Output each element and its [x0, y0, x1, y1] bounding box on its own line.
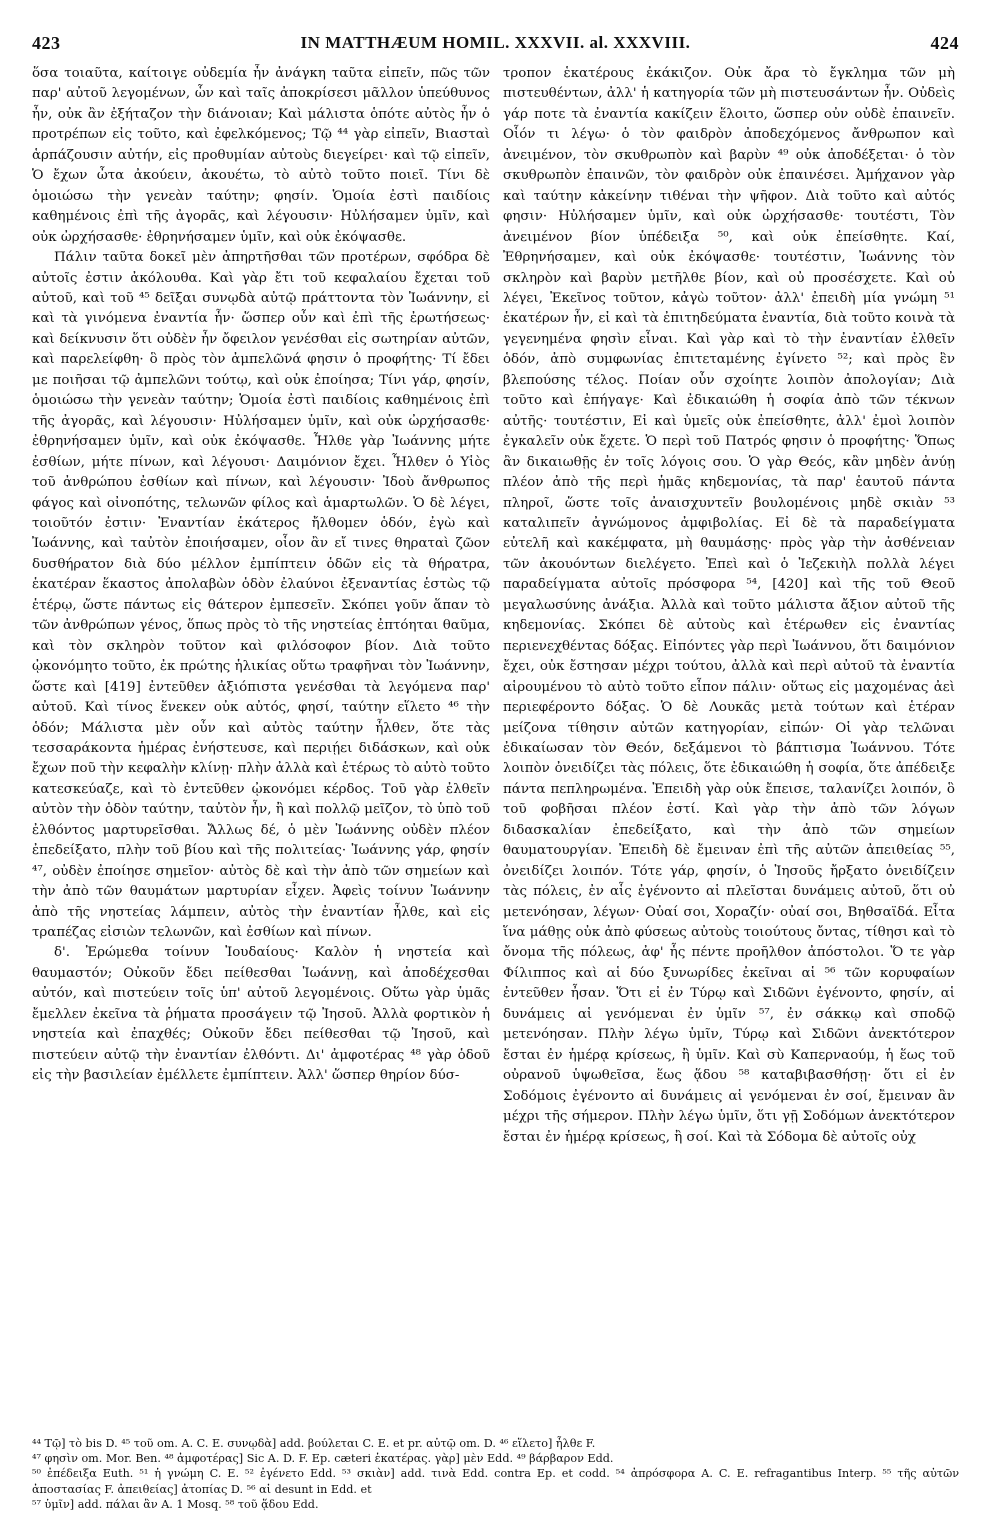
left-paragraph-1: ὅσα τοιαῦτα, καίτοιγε οὐδεμία ἦν ἀνάγκη ταῦτα εἰπεῖν, πῶς τῶν παρ' αὐτοῦ λεγομένων, ὧν καὶ ταῖς ἀποκρίσεσι μᾶλλον ὑπεύθυνος ἦν, οὐκ ἂν ἐξήταζον τὴν διάνοιαν; Καὶ μάλιστα ὁπότε αὐτὸς ἦν ὁ προτρέπων εἰς τοῦτο, καὶ ἐφελκόμενος; Τῷ ⁴⁴ γὰρ εἰπεῖν, Βιασταὶ ἁρπάζουσιν αὐτήν, εἰς προθυμίαν αὐτοὺς διεγείρει· καὶ τῷ εἰπεῖν, Ὁ ἔχων ὦτα ἀκούειν, ἀκουέτω, τὸ αὐτὸ τοῦτο ποιεῖ. Τίνι δὲ ὁμοιώσω τὴν γενεὰν ταύτην; φησίν. Ὁμοία ἐστὶ παιδίοις καθημένοις ἐπὶ τῆς ἀγορᾶς, καὶ λέγουσιν· Ηὐλήσαμεν ὑμῖν, καὶ οὐκ ὠρχήσασθε· ἐθρηνήσαμεν ὑμῖν, καὶ οὐκ ἐκόψασθε. — [32, 66, 490, 245]
footnote-line: ⁴⁷ φησὶν om. Mor. Ben. ⁴⁸ ἀμφοτέρας] Sic A. D. F. Ep. cæteri ἑκατέρας. γὰρ] μὲν Edd. ⁴⁹ βάρβαρον Edd. — [32, 1452, 614, 1466]
page-number-right: 424 — [930, 32, 959, 53]
footnote-line: ⁵⁷ ὑμῖν] add. πάλαι ἂν A. 1 Mosq. ⁵⁸ τοῦ ᾅδου Edd. — [32, 1497, 319, 1511]
right-paragraph-1: τροπον ἑκατέρους ἐκάκιζον. Οὐκ ἄρα τὸ ἔγκλημα τῶν μὴ πιστευθέντων, ἀλλ' ἡ κατηγορία τῶν μὴ πιστευσάντων ἦν. Οὐδεὶς γάρ ποτε τὰ ἐναντία κακίζειν ἕλοιτο, ὥσπερ οὐν οὐδὲ ἐπαινεῖν. Οἷόν τι λέγω· ὁ τὸν φαιδρὸν ἀποδεχόμενος ἄνθρωπον καὶ ἀνειμένον, τὸν σκυθρωπὸν καὶ βαρὺν ⁴⁹ οὐκ ἀποδέξεται· ὁ τὸν σκυθρωπὸν ἐπαινῶν, τὸν φαιδρὸν οὐκ ἐπαινέσει. Ἀμήχανον γὰρ καὶ ταύτην κἀκείνην τιθέναι τὴν ψῆφον. Διὰ τοῦτο καὶ αὐτός φησιν· Ηὐλήσαμεν ὑμῖν, καὶ οὐκ ὠρχήσασθε· τουτέστι, Τὸν ἀνειμένον βίον ὑπέδειξα ⁵⁰, καὶ οὐκ ἐπείσθητε. Καί, Ἐθρηνήσαμεν, καὶ οὐκ ἐκόψασθε· τουτέστιν, Ἰωάννης τὸν σκληρὸν καὶ βαρὺν μετῆλθε βίον, καὶ οὐ προσέσχετε. Καὶ οὐ λέγει, Ἐκεῖνος τοῦτον, κἀγὼ τοῦτον· ἀλλ' ἐπειδὴ μία γνώμη ⁵¹ ἑκατέρων ἦν, εἰ καὶ τὰ ἐπιτηδεύματα ἐναντία, διὰ τοῦτο κοινὰ τὰ γεγενημένα φησὶν εἶναι. Καὶ γὰρ καὶ τὸ τὴν ἐναντίαν ἐλθεῖν ὁδόν, ἀπὸ συμφωνίας ἐπιτεταμένης ἐγίνετο ⁵²; καὶ πρὸς ἓν βλεπούσης τέλος. Ποίαν οὖν σχοίητε λοιπὸν ἀπολογίαν; Διὰ τοῦτο καὶ ἐπήγαγε· Καὶ ἐδικαιώθη ἡ σοφία ἀπὸ τῶν τέκνων αὐτῆς· τουτέστιν, Εἰ καὶ ὑμεῖς οὐκ ἐπείσθητε, ἀλλ' ἐμοὶ λοιπὸν ἐγκαλεῖν οὐκ ἔχετε. Ὁ περὶ τοῦ Πατρός φησιν ὁ προφήτης· Ὅπως ἂν δικαιωθῇς ἐν τοῖς λόγοις σου. Ὁ γὰρ Θεός, κἂν μηδὲν ἀνύῃ πλέον ἀπὸ τῆς περὶ ἡμᾶς κηδεμονίας, τὰ παρ' ἑαυτοῦ πάντα πληροῖ, ὥστε τοῖς ἀναισχυντεῖν βουλομένοις μηδὲ σκιὰν ⁵³ καταλιπεῖν ἀγνώμονος ἀμφιβολίας. Εἰ δὲ τὰ παραδείγματα εὐτελῆ καὶ κακέμφατα, μὴ θαυμάσῃς· πρὸς γὰρ τὴν ἀσθένειαν τῶν ἀκουόντων διελέγετο. Ἐπεὶ καὶ ὁ Ἰεζεκιὴλ πολλὰ λέγει παραδείγματα αὐτοῖς πρόσφορα ⁵⁴, [420] καὶ τῆς τοῦ Θεοῦ μεγαλωσύνης ἀνάξια. Ἀλλὰ καὶ τοῦτο μάλιστα ἄξιον αὐτοῦ τῆς κηδεμονίας. Σκόπει δὲ αὐτοὺς καὶ ἑτέρωθεν εἰς ἐναντίας περιενεχθέντας δόξας. Εἰπόντες γὰρ περὶ Ἰωάννου, ὅτι δαιμόνιον ἔχει, οὐκ ἔστησαν μέχρι τούτου, ἀλλὰ καὶ περὶ αὐτοῦ τὰ ἐναντία αἱρουμένου τὸ αὐτὸ τοῦτο εἶπον πάλιν· οὕτως εἰς μαχομένας ἀεὶ περιεφέροντο δόξας. Ὁ δὲ Λουκᾶς μετὰ τούτων καὶ ἑτέραν μείζονα τίθησιν αὐτῶν κατηγορίαν, εἰπών· Οἱ γὰρ τελῶναι ἐδικαίωσαν τὸν Θεόν, δεξάμενοι τὸ βάπτισμα Ἰωάννου. Τότε λοιπὸν ὀνειδίζει τὰς πόλεις, ὅτε ἐδικαιώθη ἡ σοφία, ὅτε ἀπέδειξε πάντα πεπληρωμένα. Ἐπειδὴ γὰρ οὐκ ἔπεισε, ταλανίζει λοιπόν, ὃ τοῦ φοβῆσαι πλέον ἐστί. Καὶ γὰρ τὴν ἀπὸ τῶν λόγων διδασκαλίαν ἐπεδείξατο, καὶ τὴν ἀπὸ τῶν σημείων θαυματουργίαν. Ἐπειδὴ δὲ ἔμειναν ἐπὶ τῆς αὐτῶν ἀπειθείας ⁵⁵, ὀνειδίζει λοιπόν. Τότε γάρ, φησίν, ὁ Ἰησοῦς ἤρξατο ὀνειδίζειν τὰς πόλεις, ἐν αἷς ἐγένοντο αἱ πλεῖσται δυνάμεις αὐτοῦ, ὅτι οὐ μετενόησαν, λέγων· Οὐαί σοι, Χοραζίν· οὐαί σοι, Βηθσαϊδά. Εἶτα ἵνα μάθῃς οὐκ ἀπὸ φύσεως αὐτοὺς τοιούτους ὄντας, τίθησι καὶ τὸ ὄνομα τῆς πόλεως, ἀφ' ἧς πέντε προῆλθον ἀπόστολοι. Ὅ τε γὰρ Φίλιππος καὶ αἱ δύο ξυνωρίδες ἐκεῖναι αἱ ⁵⁶ τῶν κορυφαίων ἐντεῦθεν ἦσαν. Ὅτι εἰ ἐν Τύρῳ καὶ Σιδῶνι ἐγένοντο, φησίν, αἱ δυνάμεις αἱ γενόμεναι ἐν ὑμῖν ⁵⁷, ἐν σάκκῳ καὶ σποδῷ μετενόησαν. Πλὴν λέγω ὑμῖν, Τύρῳ καὶ Σιδῶνι ἀνεκτότερον ἔσται ἐν ἡμέρᾳ κρίσεως, ἢ ὑμῖν. Καὶ σὺ Καπερναούμ, ἡ ἕως τοῦ οὐρανοῦ ὑψωθεῖσα, ἕως ᾅδου ⁵⁸ καταβιβασθήσῃ· ὅτι εἰ ἐν Σοδόμοις ἐγένοντο αἱ δυνάμεις αἱ γενόμεναι ἐν σοί, ἔμειναν ἂν μέχρι τῆς σήμερον. Πλὴν λέγω ὑμῖν, ὅτι γῇ Σοδόμων ἀνεκτότερον ἔσται ἐν ἡμέρᾳ κρίσεως, ἢ σοί. Καὶ τὰ Σόδομα δὲ αὐτοῖς οὐχ — [503, 66, 955, 1145]
footnote-line: ⁴⁴ Τῷ] τὸ bis D. ⁴⁵ τοῦ om. A. C. E. συνῳδὰ] add. βούλεται C. E. et pr. αὐτῷ om. D. ⁴⁶ εἵλετο] ἦλθε F. — [32, 1437, 596, 1450]
page-number-left: 423 — [32, 32, 61, 53]
left-paragraph-3: δ'. Ἐρώμεθα τοίνυν Ἰουδαίους· Καλὸν ἡ νηστεία καὶ θαυμαστόν; Οὐκοῦν ἔδει πείθεσθαι Ἰωάννῃ, καὶ ἀποδέχεσθαι αὐτόν, καὶ πιστεύειν τοῖς ὑπ' αὐτοῦ λεγομένοις. Οὕτω γὰρ ὑμᾶς ἔμελλεν ἐκεῖνα τὰ ῥήματα προσάγειν τῷ Ἰησοῦ. Ἀλλὰ φορτικὸν ἡ νηστεία καὶ ἐπαχθές; Οὐκοῦν ἔδει πείθεσθαι τῷ Ἰησοῦ, καὶ πιστεύειν αὐτῷ τὴν ἐναντίαν ἐλθόντι. Δι' ἀμφοτέρας ⁴⁸ γὰρ ὁδοῦ εἰς τὴν βασιλείαν ἐμέλλετε ἐμπίπτειν. Ἀλλ' ὥσπερ θηρίον δύσ- — [32, 945, 490, 1084]
running-title: IN MATTHÆUM HOMIL. XXXVII. al. XXXVIII. — [300, 33, 691, 52]
left-text-column — [32, 64, 490, 1434]
running-header — [32, 30, 959, 56]
footnote-line: ⁵⁰ ἐπέδειξα Euth. ⁵¹ ἡ γνώμη C. E. ⁵² ἐγένετο Edd. ⁵³ σκιὰν] add. τινὰ Edd. contra Ep. et codd. ⁵⁴ ἀπρόσφορα A. C. E. refragantibus Interp. ⁵⁵ τῆς αὐτῶν ἀποστασίας F. ἀπειθείας] ἀτοπίας D. ⁵⁶ αἱ desunt in Edd. et — [32, 1467, 959, 1496]
footnotes — [32, 1436, 959, 1536]
left-paragraph-2: Πάλιν ταῦτα δοκεῖ μὲν ἀπηρτῆσθαι τῶν προτέρων, σφόδρα δὲ αὐτοῖς ἐστιν ἀκόλουθα. Καὶ γὰρ ἔτι τοῦ κεφαλαίου ἔχεται τοῦ αὐτοῦ, καὶ τοῦ ⁴⁵ δεῖξαι συνῳδὰ αὐτῷ πράττοντα τὸν Ἰωάννην, εἰ καὶ τὰ γινόμενα ἐναντία ἦν· ὥσπερ οὖν καὶ ἐπὶ τῆς ἐρωτήσεως· καὶ δείκνυσιν ὅτι οὐδὲν ἦν ὄφειλον γενέσθαι εἰς σωτηρίαν αὐτῶν, καὶ παρελείφθη· ὃ πρὸς τὸν ἀμπελῶνά φησιν ὁ προφήτης· Τί ἔδει με ποιῆσαι τῷ ἀμπελῶνι τούτῳ, καὶ οὐκ ἐποίησα; Τίνι γάρ, φησίν, ὁμοιώσω τὴν γενεὰν ταύτην; Ὁμοία ἐστὶ παιδίοις καθημένοις ἐπὶ τῆς ἀγορᾶς, καὶ λέγουσιν· Ηὐλήσαμεν ὑμῖν, καὶ οὐκ ὠρχήσασθε· ἐθρηνήσαμεν ὑμῖν, καὶ οὐκ ἐκόψασθε. Ἦλθε γὰρ Ἰωάννης μήτε ἐσθίων, μήτε πίνων, καὶ λέγουσι· Δαιμόνιον ἔχει. Ἦλθεν ὁ Υἱὸς τοῦ ἀνθρώπου ἐσθίων καὶ πίνων, καὶ λέγουσιν· Ἰδοὺ ἄνθρωπος φάγος καὶ οἰνοπότης, τελωνῶν φίλος καὶ ἁμαρτωλῶν. Ὁ δὲ λέγει, τοιοῦτόν ἐστιν· Ἐναντίαν ἑκάτερος ἤλθομεν ὁδόν, ἐγὼ καὶ Ἰωάννης, καὶ ταὐτὸν ἐποιήσαμεν, οἷον ἂν εἴ τινες θηραταὶ ζῶον δυσθήρατον διὰ δύο μέλλον ἐμπίπτειν ὁδῶν εἰς τὰ θήρατρα, ἑκατέραν ἕκαστος ἀπολαβὼν ὁδὸν ἐλαύνοι ἐξεναντίας ἑστὼς τῷ ἑτέρῳ, ὥστε πάντως εἰς θάτερον ἐμπεσεῖν. Σκόπει γοῦν ἅπαν τὸ τῶν ἀνθρώπων γένος, ὅπως πρὸς τὸ τῆς νηστείας ἐπτόηται θαῦμα, καὶ τὸν σκληρὸν τοῦτον καὶ φιλόσοφον βίον. Διὰ τοῦτο ᾠκονόμητο τοῦτο, ἐκ πρώτης ἡλικίας οὕτω τραφῆναι τὸν Ἰωάννην, ὥστε καὶ [419] ἐντεῦθεν ἀξιόπιστα γενέσθαι τὰ λεγόμενα παρ' αὐτοῦ. Καὶ τίνος ἕνεκεν οὐκ αὐτός, φησί, ταύτην εἵλετο ⁴⁶ τὴν ὁδόν; Μάλιστα μὲν οὖν καὶ αὐτὸς ταύτην ἦλθεν, ὅτε τὰς τεσσαράκοντα ἡμέρας ἐνήστευσε, καὶ περιῄει διδάσκων, καὶ οὐκ ἔχων ποῦ τὴν κεφαλὴν κλίνῃ· πλὴν ἀλλὰ καὶ ἑτέρως τὸ αὐτὸ τοῦτο κατεσκεύαζε, καὶ τὸ ἐντεῦθεν ᾠκονόμει κέρδος. Τοῦ γὰρ ἐλθεῖν αὐτὸν τὴν ὁδὸν ταύτην, ταὐτὸν ἦν, ἢ καὶ πολλῷ μεῖζον, τὸ ὑπὸ τοῦ ἐλθόντος μαρτυρεῖσθαι. Ἄλλως δέ, ὁ μὲν Ἰωάννης οὐδὲν πλέον ἐπεδείξατο, πλὴν τοῦ βίου καὶ τῆς πολιτείας· Ἰωάννης γάρ, φησίν ⁴⁷, οὐδὲν ἐποίησε σημεῖον· αὐτὸς δὲ καὶ τὴν ἀπὸ τῶν σημείων καὶ τὴν ἀπὸ τῶν θαυμάτων μαρτυρίαν εἶχεν. Ἀφεὶς τοίνυν Ἰωάννην ἀπὸ τῆς νηστείας λάμπειν, αὐτὸς τὴν ἐναντίαν ἦλθε, καὶ εἰς τραπέζας εἰσιὼν τελωνῶν, καὶ ἐσθίων καὶ πίνων. — [32, 250, 490, 941]
right-text-column — [503, 64, 955, 1434]
